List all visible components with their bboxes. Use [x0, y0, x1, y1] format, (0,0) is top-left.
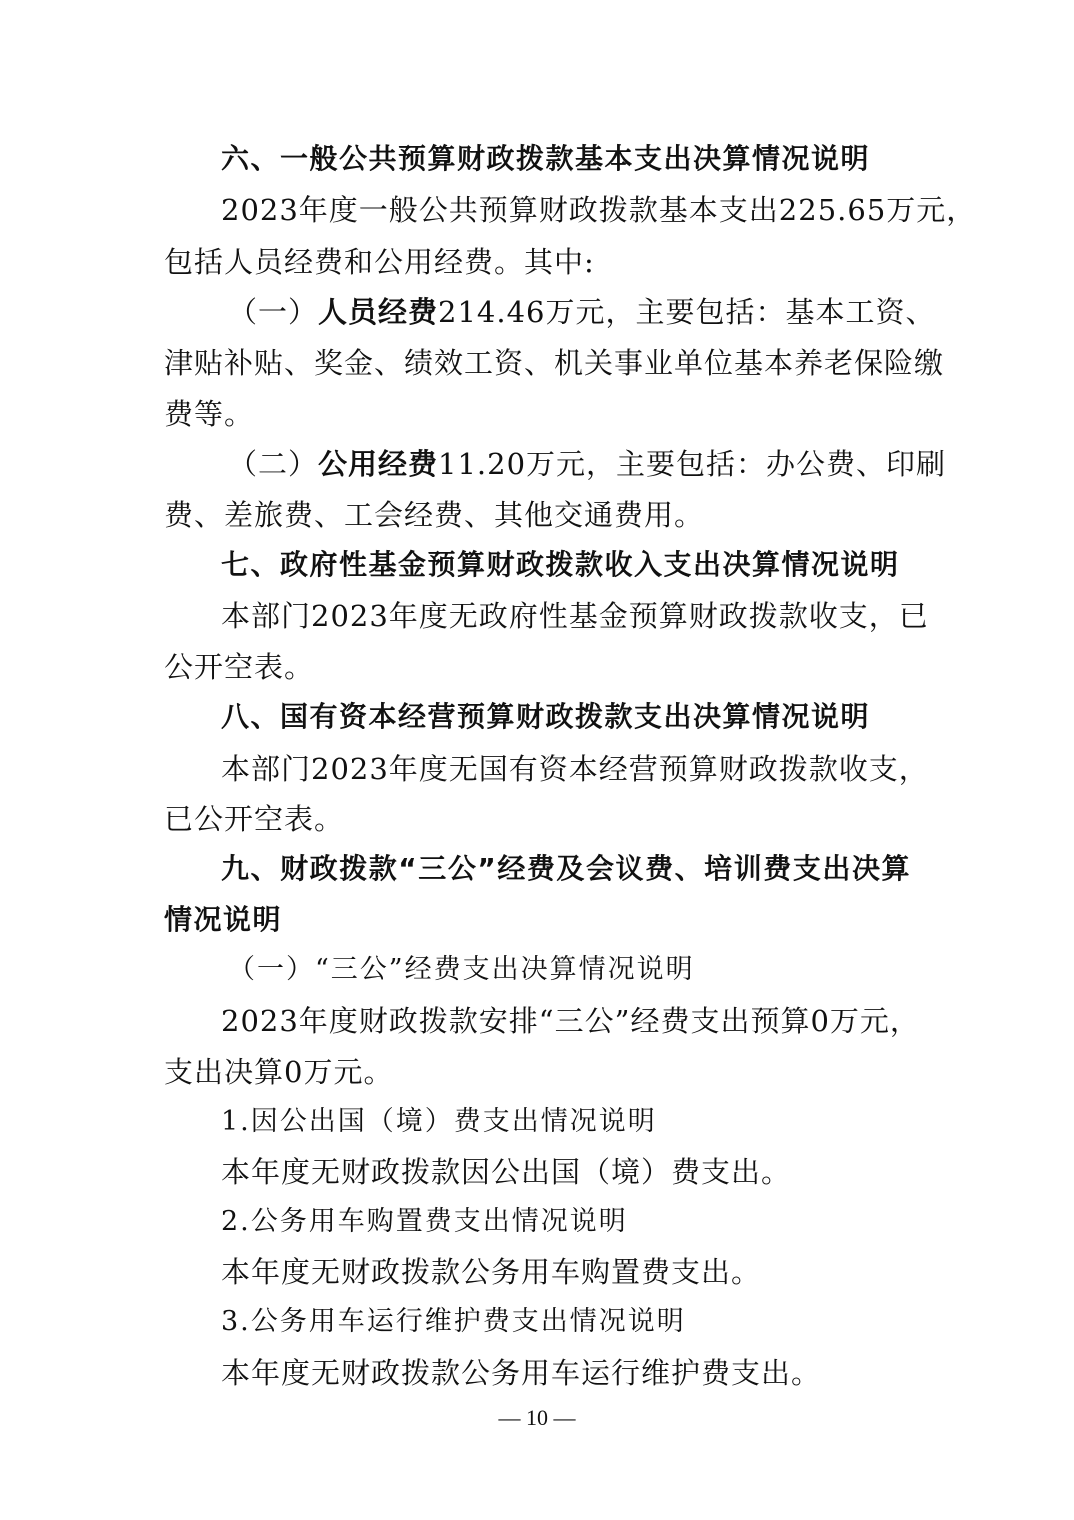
page-number: — 10 —	[498, 1405, 576, 1430]
section-8-line-2: 已公开空表。	[164, 802, 345, 836]
personnel-expense-line-2: 津贴补贴、奖金、绩效工资、机关事业单位基本养老保险缴	[164, 346, 945, 380]
section-6-para-line-2: 包括人员经费和公用经费。其中:	[164, 245, 595, 279]
three-public-expenses-subheading: （一）“三公”经费支出决算情况说明	[228, 954, 695, 985]
public-expense-detail: 11.20万元，主要包括：办公费、印刷	[438, 447, 947, 481]
personnel-expense-line-3: 费等。	[164, 397, 255, 431]
public-expense-line-2: 费、差旅费、工会经费、其他交通费用。	[164, 498, 705, 532]
item-label: （二）	[228, 447, 319, 481]
vehicle-maintenance-text: 本年度无财政拨款公务用车运行维护费支出。	[221, 1356, 822, 1390]
three-public-expenses-line-2: 支出决算0万元。	[164, 1055, 394, 1089]
section-7-line-2: 公开空表。	[164, 650, 315, 684]
vehicle-purchase-text: 本年度无财政拨款公务用车购置费支出。	[221, 1255, 762, 1289]
section-9-heading-line-1: 九、财政拨款“三公”经费及会议费、培训费支出决算	[221, 852, 911, 885]
overseas-travel-title: 1.因公出国（境）费支出情况说明	[221, 1106, 657, 1137]
section-7-line-1: 本部门2023年度无政府性基金预算财政拨款收支，已	[221, 599, 929, 633]
vehicle-purchase-title: 2.公务用车购置费支出情况说明	[221, 1206, 628, 1237]
personnel-expense-line-1	[228, 288, 936, 336]
public-expense-term: 公用经费	[318, 447, 439, 481]
section-6-para-line-1: 2023年度一般公共预算财政拨款基本支出225.65万元，	[221, 193, 977, 227]
section-8-heading: 八、国有资本经营预算财政拨款支出决算情况说明	[221, 700, 871, 733]
personnel-expense-term: 人员经费	[318, 295, 439, 329]
section-8-line-1: 本部门2023年度无国有资本经营预算财政拨款收支，	[221, 752, 929, 786]
section-7-heading: 七、政府性基金预算财政拨款收入支出决算情况说明	[221, 548, 900, 581]
section-6-heading: 六、一般公共预算财政拨款基本支出决算情况说明	[221, 142, 871, 175]
personnel-expense-detail: 214.46万元，主要包括：基本工资、	[438, 295, 936, 329]
vehicle-maintenance-title: 3.公务用车运行维护费支出情况说明	[221, 1306, 686, 1337]
item-label: （一）	[228, 295, 319, 329]
section-9-heading-line-2: 情况说明	[164, 903, 283, 936]
overseas-travel-text: 本年度无财政拨款因公出国（境）费支出。	[221, 1155, 792, 1189]
public-expense-line-1	[228, 440, 947, 488]
three-public-expenses-line-1: 2023年度财政拨款安排“三公”经费支出预算0万元，	[221, 1004, 920, 1038]
